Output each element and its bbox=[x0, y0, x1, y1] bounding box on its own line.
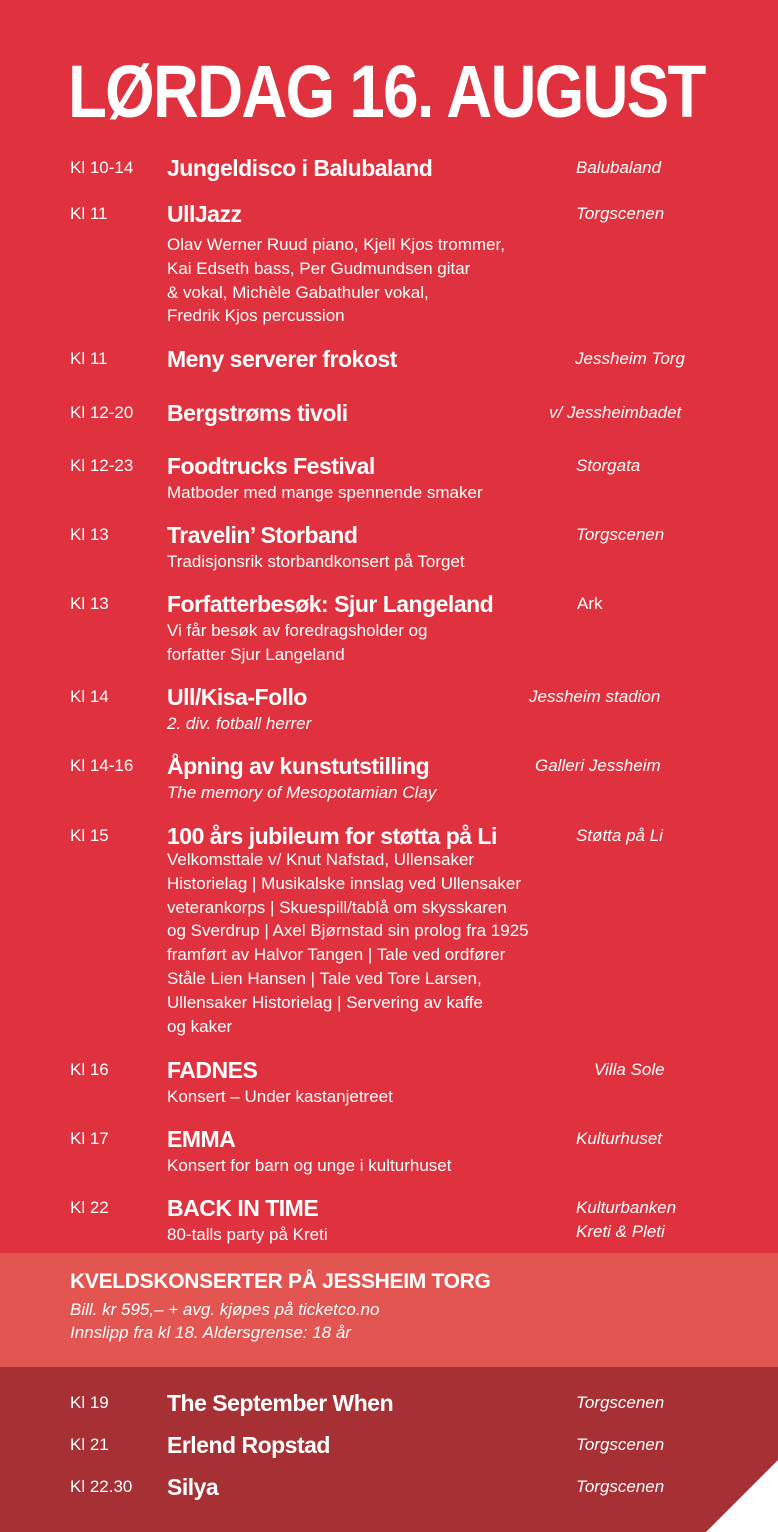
event-name: 100 års jubileum for støtta på Li bbox=[167, 823, 497, 849]
event-name: Jungeldisco i Balubaland bbox=[167, 155, 433, 181]
concert-place: Torgscenen bbox=[576, 1435, 665, 1454]
event-time: Kl 12-23 bbox=[70, 456, 134, 475]
concert-name: Silya bbox=[167, 1474, 219, 1500]
concert-time: Kl 19 bbox=[70, 1393, 109, 1412]
page-title: LØRDAG 16. AUGUST bbox=[68, 50, 705, 133]
description-line: The memory of Mesopotamian Clay bbox=[167, 783, 437, 802]
concert-place: Torgscenen bbox=[576, 1393, 665, 1412]
evening-info-band bbox=[0, 1253, 778, 1367]
description-line: Matboder med mange spennende smaker bbox=[167, 483, 483, 502]
event-description bbox=[167, 550, 557, 574]
event-name: UllJazz bbox=[167, 201, 242, 227]
event-time: Kl 15 bbox=[70, 826, 109, 845]
event-place-secondary: Kreti & Pleti bbox=[576, 1222, 665, 1241]
event-place: Jessheim Torg bbox=[575, 349, 685, 368]
page-corner-fold bbox=[706, 1460, 778, 1532]
event-description bbox=[167, 712, 557, 736]
event-name: BACK IN TIME bbox=[167, 1195, 319, 1221]
description-line: Ståle Lien Hansen | Tale ved Tore Larsen, bbox=[167, 968, 482, 988]
ticket-info: Bill. kr 595,– + avg. kjøpes på ticketco.no bbox=[70, 1300, 380, 1319]
event-place: Støtta på Li bbox=[576, 826, 663, 845]
description-line: Vi får besøk av foredragsholder og bbox=[167, 621, 428, 640]
event-name: Foodtrucks Festival bbox=[167, 453, 375, 479]
event-place: Storgata bbox=[576, 456, 641, 475]
event-time: Kl 14-16 bbox=[70, 756, 134, 775]
event-place: Jessheim stadion bbox=[529, 687, 661, 706]
event-description bbox=[167, 619, 557, 667]
event-description bbox=[167, 233, 557, 328]
description-line: framført av Halvor Tangen | Tale ved ordfører bbox=[167, 945, 506, 965]
event-name: FADNES bbox=[167, 1057, 258, 1083]
description-line: forfatter Sjur Langeland bbox=[167, 644, 345, 664]
event-time: Kl 11 bbox=[70, 349, 108, 368]
event-place: Galleri Jessheim bbox=[535, 756, 661, 775]
concert-time: Kl 22.30 bbox=[70, 1477, 133, 1496]
event-description bbox=[167, 781, 557, 805]
concert-name: Erlend Ropstad bbox=[167, 1432, 330, 1458]
description-line: Tradisjonsrik storbandkonsert på Torget bbox=[167, 552, 465, 571]
event-place: Torgscenen bbox=[576, 525, 665, 544]
description-line: veterankorps | Skuespill/tablå om skysskaren bbox=[167, 897, 507, 917]
event-time: Kl 17 bbox=[70, 1129, 109, 1148]
event-time: Kl 12-20 bbox=[70, 403, 134, 422]
event-description bbox=[167, 1223, 557, 1247]
event-time: Kl 10-14 bbox=[70, 158, 134, 177]
description-line: Fredrik Kjos percussion bbox=[167, 306, 345, 326]
event-time: Kl 13 bbox=[70, 525, 109, 544]
event-name: Forfatterbesøk: Sjur Langeland bbox=[167, 591, 494, 617]
description-line: & vokal, Michèle Gabathuler vokal, bbox=[167, 282, 429, 302]
event-description bbox=[167, 1154, 557, 1178]
event-place: Balubaland bbox=[576, 158, 662, 177]
description-line: Kai Edseth bass, Per Gudmundsen gitar bbox=[167, 258, 471, 278]
event-name: Meny serverer frokost bbox=[167, 346, 397, 372]
event-time: Kl 14 bbox=[70, 687, 109, 706]
evening-concerts bbox=[0, 1367, 778, 1532]
event-name: EMMA bbox=[167, 1126, 236, 1152]
event-name: Bergstrøms tivoli bbox=[167, 400, 348, 426]
description-line: Olav Werner Ruud piano, Kjell Kjos trommer, bbox=[167, 235, 505, 254]
event-description bbox=[167, 1085, 557, 1109]
description-line: Konsert – Under kastanjetreet bbox=[167, 1087, 393, 1106]
event-name: Ull/Kisa-Follo bbox=[167, 684, 307, 710]
description-line: Historielag | Musikalske innslag ved Ullensaker bbox=[167, 873, 522, 893]
event-description bbox=[167, 481, 557, 505]
concert-place: Torgscenen bbox=[576, 1477, 665, 1496]
event-time: Kl 13 bbox=[70, 594, 109, 613]
event-name: Åpning av kunstutstilling bbox=[167, 753, 430, 779]
event-place: Ark bbox=[577, 594, 603, 613]
description-line: 80-talls party på Kreti bbox=[167, 1225, 328, 1244]
event-place: Torgscenen bbox=[576, 204, 665, 223]
description-line: og Sverdrup | Axel Bjørnstad sin prolog fra 1925 bbox=[167, 921, 529, 941]
description-line: Velkomsttale v/ Knut Nafstad, Ullensaker bbox=[167, 850, 475, 869]
description-line: 2. div. fotball herrer bbox=[167, 714, 312, 733]
event-time: Kl 16 bbox=[70, 1060, 109, 1079]
evening-heading: KVELDSKONSERTER PÅ JESSHEIM TORG bbox=[70, 1270, 491, 1293]
entry-info: Innslipp fra kl 18. Aldersgrense: 18 år bbox=[70, 1323, 351, 1342]
event-place: Kulturhuset bbox=[576, 1129, 662, 1148]
event-place: Villa Sole bbox=[594, 1060, 665, 1079]
event-place: v/ Jessheimbadet bbox=[549, 403, 682, 422]
event-place: Kulturbanken bbox=[576, 1198, 677, 1217]
event-time: Kl 11 bbox=[70, 204, 108, 223]
event-name: Travelin’ Storband bbox=[167, 522, 358, 548]
description-line: Ullensaker Historielag | Servering av kaffe bbox=[167, 992, 483, 1012]
concert-time: Kl 21 bbox=[70, 1435, 109, 1454]
description-line: og kaker bbox=[167, 1016, 233, 1036]
description-line: Konsert for barn og unge i kulturhuset bbox=[167, 1156, 452, 1175]
event-time: Kl 22 bbox=[70, 1198, 109, 1217]
concert-name: The September When bbox=[167, 1390, 394, 1416]
event-description bbox=[167, 848, 557, 1038]
